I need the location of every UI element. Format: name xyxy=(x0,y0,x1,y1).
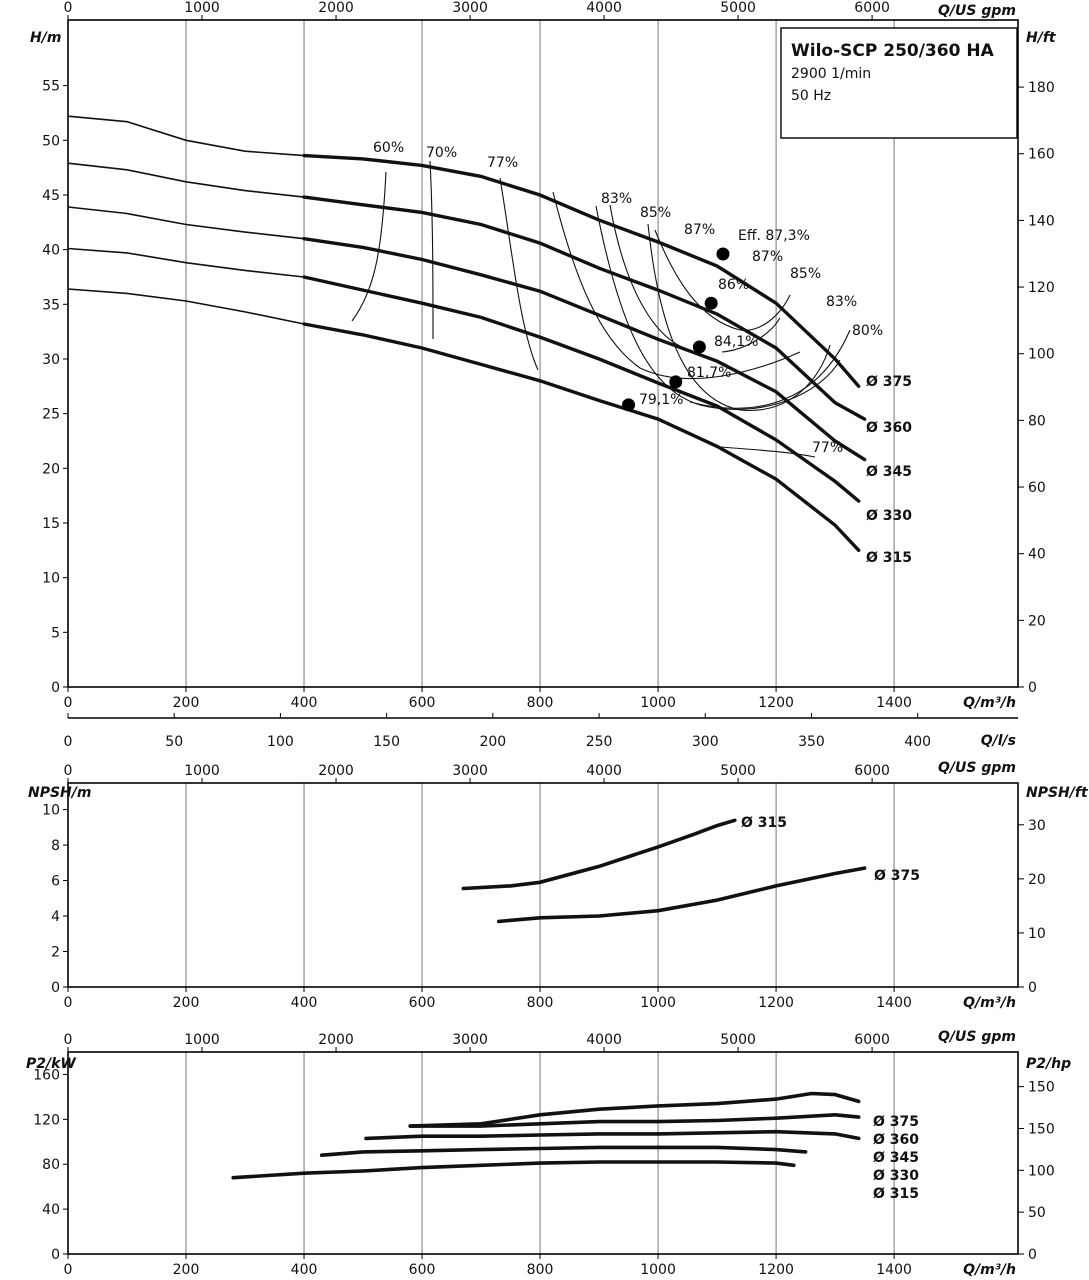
x-tick-label: 1000 xyxy=(640,695,676,711)
power-top-axis-label: Q/US gpm xyxy=(938,1029,1016,1045)
yr-tick-label: 80 xyxy=(1028,413,1046,430)
x-tick-label: 400 xyxy=(290,995,318,1011)
x-tick-label: 800 xyxy=(526,695,554,711)
npsh-label-375: Ø 375 xyxy=(874,868,920,884)
y-tick-label: 4 xyxy=(51,909,60,926)
top-tick-label: 6000 xyxy=(854,0,890,16)
npsh-x-label: Q/m³/h xyxy=(963,995,1016,1011)
npsh-panel xyxy=(28,760,1089,1011)
top-tick-label: 3000 xyxy=(452,0,488,16)
eff-label-87: 87% xyxy=(684,222,716,238)
npsh-y-label: NPSH/m xyxy=(28,785,92,801)
power-x-label: Q/m³/h xyxy=(963,1262,1016,1278)
power-curve-2 xyxy=(366,1132,859,1139)
yr-tick-label: 20 xyxy=(1028,613,1046,630)
ls-tick-label: 250 xyxy=(585,734,613,750)
ls-tick-label: 150 xyxy=(373,734,401,750)
top-tick-label: 4000 xyxy=(586,0,622,16)
x-tick-label: 400 xyxy=(290,695,318,711)
top-tick-label: 2000 xyxy=(318,763,354,779)
bep-dot-2 xyxy=(693,340,706,353)
ls-tick-label: 300 xyxy=(691,734,719,750)
power-curve-3 xyxy=(322,1147,806,1155)
x-tick-label: 600 xyxy=(408,695,436,711)
npsh-label-315: Ø 315 xyxy=(741,815,787,831)
yr-tick-label: 0 xyxy=(1028,680,1037,696)
top-tick-label: 6000 xyxy=(854,763,890,779)
eff-label-85-right: 85% xyxy=(790,266,822,282)
eff-label-83-right: 83% xyxy=(826,294,858,310)
y-tick-label: 40 xyxy=(42,242,60,259)
y-tick-label: 8 xyxy=(51,838,60,855)
yr-tick-label: 40 xyxy=(1028,546,1046,563)
yr-tick-label: 180 xyxy=(1028,80,1055,97)
ls-tick-label: 200 xyxy=(479,734,507,750)
eff-77-line xyxy=(500,178,538,370)
head-curve-2 xyxy=(304,239,865,460)
top-tick-label: 2000 xyxy=(318,0,354,16)
head-label-330: Ø 330 xyxy=(866,508,912,524)
yr-tick-label: 150 xyxy=(1028,1121,1055,1138)
top-tick-label: 3000 xyxy=(452,763,488,779)
x-tick-label: 800 xyxy=(526,1262,554,1278)
x-tick-label: 1000 xyxy=(640,1262,676,1278)
head-panel xyxy=(30,0,1057,750)
head-curve-3 xyxy=(304,277,859,501)
yr-tick-label: 100 xyxy=(1028,1163,1055,1180)
power-label-345: Ø 345 xyxy=(873,1150,919,1166)
bep-label-345: 84,1% xyxy=(714,334,759,350)
power-panel xyxy=(26,1029,1071,1278)
head-label-345: Ø 345 xyxy=(866,464,912,480)
x-tick-label: 600 xyxy=(408,1262,436,1278)
ls-x-label: Q/l/s xyxy=(980,733,1016,749)
head-y-label: H/m xyxy=(30,30,62,46)
bep-label-330: 81,7% xyxy=(687,365,732,381)
top-tick-label: 1000 xyxy=(184,0,220,16)
x-tick-label: 0 xyxy=(63,695,73,711)
power-label-360: Ø 360 xyxy=(873,1132,919,1148)
x-tick-label: 600 xyxy=(408,995,436,1011)
top-tick-label: 4000 xyxy=(586,1032,622,1048)
yr-tick-label: 100 xyxy=(1028,346,1055,363)
yr-tick-label: 0 xyxy=(1028,980,1037,996)
x-tick-label: 1400 xyxy=(876,1262,912,1278)
top-tick-label: 1000 xyxy=(184,763,220,779)
power-label-315: Ø 315 xyxy=(873,1186,919,1202)
y-tick-label: 120 xyxy=(33,1112,60,1129)
y-tick-label: 10 xyxy=(42,802,60,819)
head-x-label: Q/m³/h xyxy=(963,695,1016,711)
top-tick-label: 4000 xyxy=(586,763,622,779)
y-tick-label: 80 xyxy=(42,1157,60,1174)
x-tick-label: 1200 xyxy=(758,995,794,1011)
bep-dot-4 xyxy=(622,398,635,411)
y-tick-label: 160 xyxy=(33,1067,60,1084)
top-tick-label: 5000 xyxy=(720,0,756,16)
head-curve-labels xyxy=(866,374,912,566)
yr-tick-label: 150 xyxy=(1028,1079,1055,1096)
x-tick-label: 800 xyxy=(526,995,554,1011)
head-y-right-label: H/ft xyxy=(1026,30,1056,46)
eff-label-83: 83% xyxy=(601,191,633,207)
y-tick-label: 50 xyxy=(42,133,60,150)
top-tick-label: 3000 xyxy=(452,1032,488,1048)
power-label-330: Ø 330 xyxy=(873,1168,919,1184)
y-tick-label: 2 xyxy=(51,944,60,961)
x-tick-label: 1200 xyxy=(758,695,794,711)
y-tick-label: 0 xyxy=(51,1247,60,1263)
yr-tick-label: 50 xyxy=(1028,1205,1046,1222)
x-tick-label: 1400 xyxy=(876,695,912,711)
eff-label-80: 80% xyxy=(852,323,884,339)
eff-label-70: 70% xyxy=(426,145,458,161)
frequency-label: 50 Hz xyxy=(791,88,832,104)
top-tick-label: 0 xyxy=(63,0,73,16)
eff-label-87-right: 87% xyxy=(752,249,784,265)
y-tick-label: 35 xyxy=(42,297,60,314)
x-tick-label: 400 xyxy=(290,1262,318,1278)
head-label-360: Ø 360 xyxy=(866,420,912,436)
yr-tick-label: 140 xyxy=(1028,213,1055,230)
x-tick-label: 0 xyxy=(63,1262,73,1278)
power-curve-labels xyxy=(873,1114,919,1202)
bep-label-375: Eff. 87,3% xyxy=(738,228,810,244)
yr-tick-label: 0 xyxy=(1028,1247,1037,1263)
y-tick-label: 0 xyxy=(51,980,60,996)
top-tick-label: 5000 xyxy=(720,763,756,779)
head-curve-4 xyxy=(304,324,859,550)
y-tick-label: 20 xyxy=(42,461,60,478)
top-tick-label: 2000 xyxy=(318,1032,354,1048)
top-axis-label: Q/US gpm xyxy=(938,3,1016,19)
y-tick-label: 30 xyxy=(42,351,60,368)
npsh-curve-0 xyxy=(463,820,735,888)
yr-tick-label: 30 xyxy=(1028,817,1046,834)
top-tick-label: 5000 xyxy=(720,1032,756,1048)
yr-tick-label: 60 xyxy=(1028,480,1046,497)
y-tick-label: 0 xyxy=(51,680,60,696)
x-tick-label: 200 xyxy=(172,695,200,711)
power-y-right-label: P2/hp xyxy=(1026,1056,1072,1072)
ls-tick-label: 100 xyxy=(267,734,294,750)
npsh-curve-1 xyxy=(499,868,865,921)
yr-tick-label: 120 xyxy=(1028,280,1055,297)
y-tick-label: 45 xyxy=(42,187,60,204)
bep-dot-3 xyxy=(669,375,682,388)
x-tick-label: 200 xyxy=(172,1262,200,1278)
y-tick-label: 5 xyxy=(51,625,60,642)
top-tick-label: 0 xyxy=(63,1032,73,1048)
y-tick-label: 40 xyxy=(42,1202,60,1219)
eff-70-line xyxy=(430,161,433,339)
yr-tick-label: 10 xyxy=(1028,925,1046,942)
bep-label-315: 79,1% xyxy=(639,392,684,408)
ls-tick-label: 50 xyxy=(165,734,184,750)
ls-tick-label: 400 xyxy=(904,734,932,750)
x-tick-label: 1000 xyxy=(640,995,676,1011)
bep-dot-1 xyxy=(705,297,718,310)
y-tick-label: 6 xyxy=(51,873,60,890)
y-tick-label: 25 xyxy=(42,406,60,423)
speed-label: 2900 1/min xyxy=(791,66,872,82)
npsh-top-axis-label: Q/US gpm xyxy=(938,760,1016,776)
eff-label-77: 77% xyxy=(487,155,519,171)
x-tick-label: 0 xyxy=(63,995,73,1011)
ls-tick-label: 0 xyxy=(63,734,73,750)
head-label-315: Ø 315 xyxy=(866,550,912,566)
head-label-375: Ø 375 xyxy=(866,374,912,390)
x-tick-label: 1200 xyxy=(758,1262,794,1278)
eff-label-85: 85% xyxy=(640,205,672,221)
power-curve-4 xyxy=(233,1162,794,1178)
power-y-label: P2/kW xyxy=(26,1056,76,1072)
yr-tick-label: 20 xyxy=(1028,871,1046,888)
y-tick-label: 10 xyxy=(42,570,60,587)
y-tick-label: 55 xyxy=(42,78,60,95)
top-tick-label: 6000 xyxy=(854,1032,890,1048)
bep-label-360: 86% xyxy=(718,277,750,293)
eff-label-77-low: 77% xyxy=(812,440,844,456)
y-tick-label: 15 xyxy=(42,515,60,532)
x-tick-label: 1400 xyxy=(876,995,912,1011)
x-tick-label: 200 xyxy=(172,995,200,1011)
ls-tick-label: 350 xyxy=(798,734,825,750)
eff-label-60: 60% xyxy=(373,140,405,156)
npsh-y-right-label: NPSH/ft xyxy=(1026,785,1088,801)
chart-title: Wilo-SCP 250/360 HA xyxy=(791,41,994,61)
power-curve-1 xyxy=(410,1115,859,1126)
top-tick-label: 1000 xyxy=(184,1032,220,1048)
bep-dot-0 xyxy=(716,247,729,260)
yr-tick-label: 160 xyxy=(1028,146,1055,163)
power-label-375: Ø 375 xyxy=(873,1114,919,1130)
top-tick-label: 0 xyxy=(63,763,73,779)
